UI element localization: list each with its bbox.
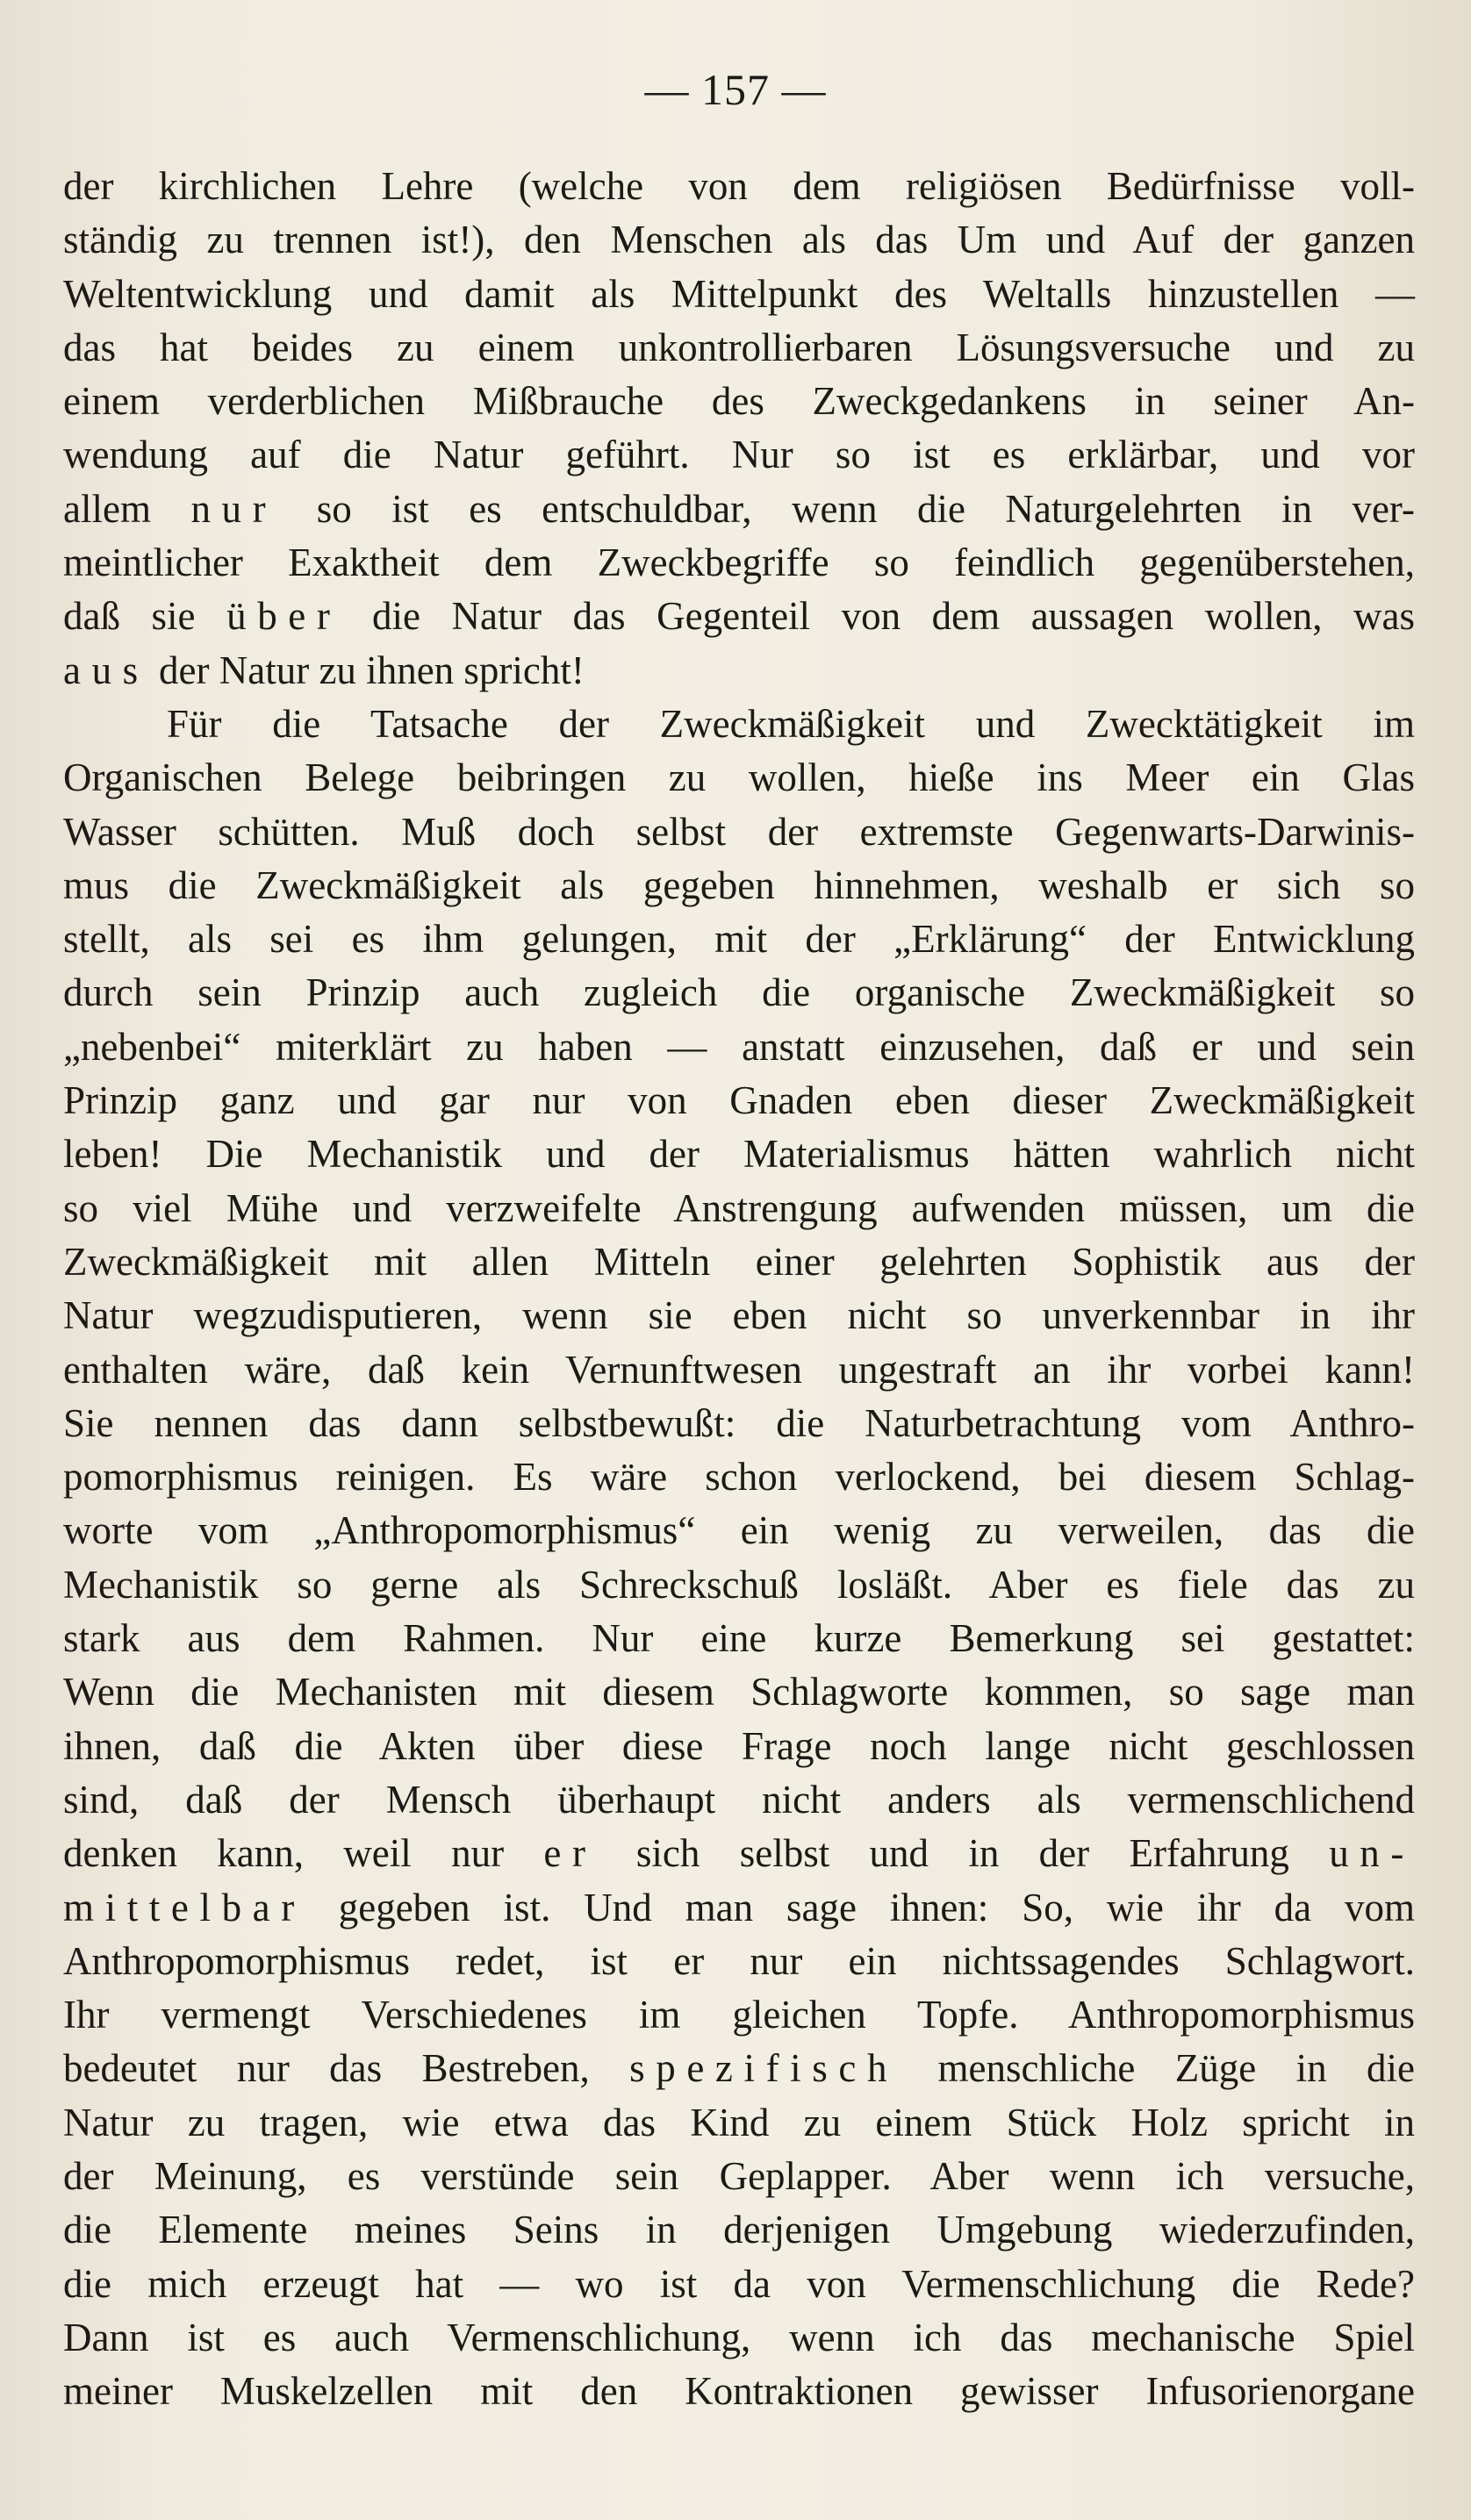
spaced-emphasis: mittelbar: [63, 1885, 305, 1929]
page-body: [63, 160, 1415, 2418]
text-line: Wenn die Mechanisten mit diesem Schlagworte kommen, so sage man: [63, 1670, 1415, 1715]
text-line: ihnen, daß die Akten über diese Frage noch lange nicht geschlossen: [63, 1723, 1415, 1768]
text-line: [63, 1881, 1415, 1935]
text-line: der Meinung, es verstünde sein Geplapper. Aber wenn ich versuche,: [63, 2153, 1415, 2198]
text-line: [63, 2042, 1415, 2095]
text-line: das hat beides zu einem unkontrollierbaren Lösungsversuche und zu: [63, 325, 1415, 369]
spaced-emphasis: über: [226, 594, 341, 639]
text-line: Zweckmäßigkeit mit allen Mitteln einer gelehrten Sophistik aus der: [63, 1239, 1415, 1284]
text-line: Organischen Belege beibringen zu wollen, hieße ins Meer ein Glas: [63, 755, 1415, 800]
text-line: Dann ist es auch Vermenschlichung, wenn ich das mechanische Spiel: [63, 2315, 1415, 2359]
text-segment: gegeben ist. Und man sage ihnen: So, wie ihr da vom: [305, 1885, 1415, 1929]
text-segment: sich selbst und in der Erfahrung: [596, 1831, 1330, 1876]
text-line: leben! Die Mechanistik und der Materialismus hätten wahrlich nicht: [63, 1132, 1415, 1177]
text-line: Weltentwicklung und damit als Mittelpunkt des Weltalls hinzustellen —: [63, 271, 1415, 316]
spaced-emphasis: nur: [190, 486, 277, 531]
text-line: stellt, als sei es ihm gelungen, mit der „Erklärung“ der Entwicklung: [63, 917, 1415, 962]
text-line: Wasser schütten. Muß doch selbst der extremste Gegenwarts-Darwinis-: [63, 809, 1415, 854]
text-line: ständig zu trennen ist!), den Menschen als das Um und Auf der ganzen: [63, 218, 1415, 262]
text-line: Natur wegzudisputieren, wenn sie eben nicht so unverkennbar in ihr: [63, 1293, 1415, 1338]
text-line: Ihr vermengt Verschiedenes im gleichen Topfe. Anthropomorphismus: [63, 1993, 1415, 2037]
page-number: — 157 —: [644, 65, 827, 114]
text-line: Anthropomorphismus redet, ist er nur ein nichtssagendes Schlagwort.: [63, 1938, 1415, 1983]
text-line: [63, 590, 1415, 643]
text-line: so viel Mühe und verzweifelte Anstrengung aufwenden müssen, um die: [63, 1185, 1415, 1230]
text-segment: die Natur das Gegenteil von dem aussagen wollen, was: [341, 594, 1415, 639]
text-segment: so ist es entschuldbar, wenn die Naturgelehrten in ver-: [276, 486, 1415, 531]
text-line: wendung auf die Natur geführt. Nur so ist es erklärbar, und vor: [63, 433, 1415, 477]
text-line: worte vom „Anthropomorphismus“ ein wenig zu verweilen, das die: [63, 1508, 1415, 1553]
text-line: enthalten wäre, daß kein Vernunftwesen ungestraft an ihr vorbei kann!: [63, 1347, 1415, 1392]
text-line: „nebenbei“ miterklärt zu haben — anstatt einzusehen, daß er und sein: [63, 1024, 1415, 1069]
text-line: Mechanistik so gerne als Schreckschuß losläßt. Aber es fiele das zu: [63, 1562, 1415, 1607]
text-line: [63, 1827, 1415, 1880]
text-line: sind, daß der Mensch überhaupt nicht anders als vermenschlichend: [63, 1777, 1415, 1822]
text-line: pomorphismus reinigen. Es wäre schon verlockend, bei diesem Schlag-: [63, 1455, 1415, 1500]
spaced-emphasis: spezifisch: [629, 2046, 899, 2091]
text-line: [63, 483, 1415, 536]
text-line: meiner Muskelzellen mit den Kontraktionen gewisser Infusorienorgane: [63, 2369, 1415, 2414]
text-segment: allem: [63, 486, 191, 531]
text-line: die mich erzeugt hat — wo ist da von Vermenschlichung die Rede?: [63, 2261, 1415, 2306]
text-line: Prinzip ganz und gar nur von Gnaden eben dieser Zweckmäßigkeit: [63, 1078, 1415, 1123]
text-line: durch sein Prinzip auch zugleich die organische Zweckmäßigkeit so: [63, 970, 1415, 1015]
text-line: die Elemente meines Seins in derjenigen Umgebung wiederzufinden,: [63, 2208, 1415, 2252]
text-line: stark aus dem Rahmen. Nur eine kurze Bemerkung sei gestattet:: [63, 1616, 1415, 1661]
spaced-emphasis: un-: [1329, 1831, 1415, 1876]
text-segment: menschliche Züge in die: [898, 2046, 1415, 2091]
text-line: Natur zu tragen, wie etwa das Kind zu einem Stück Holz spricht in: [63, 2100, 1415, 2144]
text-segment: bedeutet nur das Bestreben,: [63, 2046, 630, 2091]
text-line: mus die Zweckmäßigkeit als gegeben hinnehmen, weshalb er sich so: [63, 863, 1415, 907]
text-line: einem verderblichen Mißbrauche des Zweckgedankens in seiner An-: [63, 379, 1415, 424]
text-line: Sie nennen das dann selbstbewußt: die Naturbetrachtung vom Anthro-: [63, 1400, 1415, 1445]
text-line: meintlicher Exaktheit dem Zweckbegriffe so feindlich gegenüberstehen,: [63, 541, 1415, 585]
text-line: [63, 644, 1415, 698]
paragraph-first-line: Für die Tatsache der Zweckmäßigkeit und Zwecktätigkeit im: [167, 701, 1415, 746]
text-segment: denken kann, weil nur: [63, 1831, 544, 1876]
spaced-emphasis: er: [543, 1831, 597, 1876]
text-segment: der Natur zu ihnen spricht!: [148, 648, 585, 692]
text-line: der kirchlichen Lehre (welche von dem religiösen Bedürfnisse voll-: [63, 164, 1415, 208]
text-segment: daß sie: [63, 594, 227, 639]
spaced-emphasis: aus: [63, 648, 149, 692]
